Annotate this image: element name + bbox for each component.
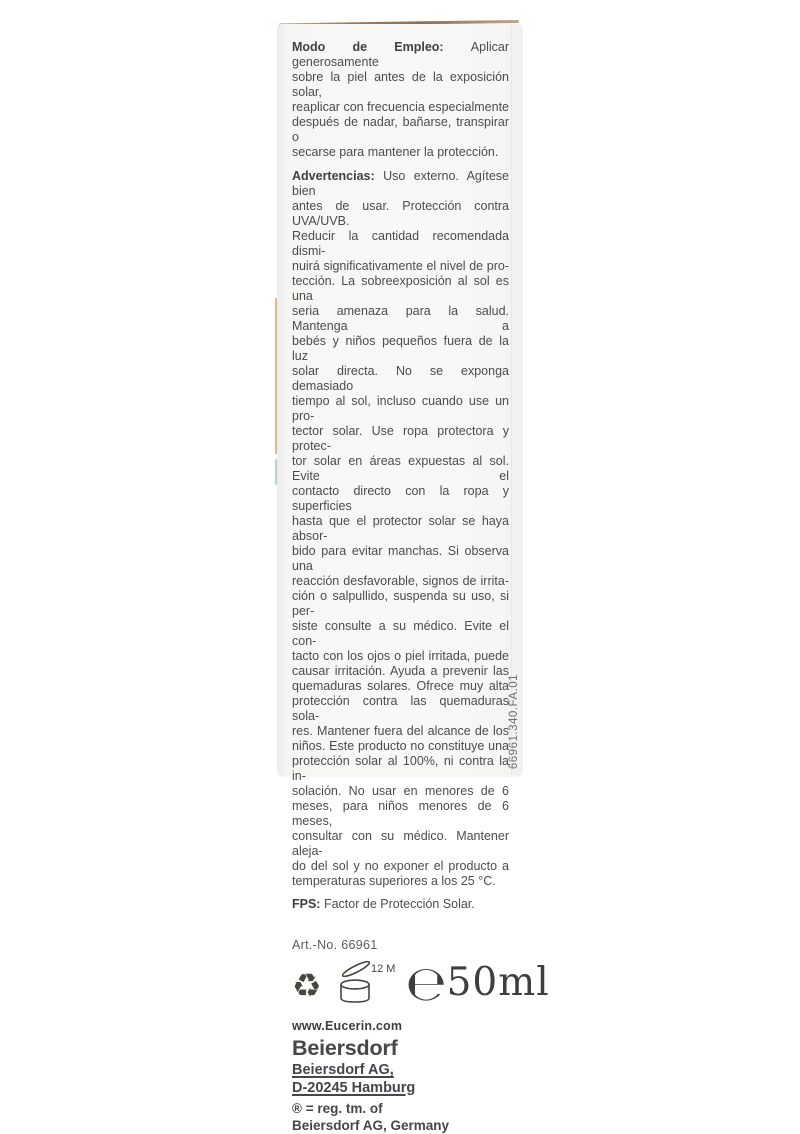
- box-fold-line: [511, 26, 512, 775]
- fps-label: FPS:: [292, 897, 320, 911]
- product-box-back-panel: [277, 24, 523, 777]
- recycle-icon: ♻: [292, 968, 322, 1004]
- estimated-sign: ℮: [406, 964, 447, 1004]
- fps-note: [292, 897, 509, 912]
- warnings-paragraph: Advertencias: Uso externo. Agítese bien antes de usar. Protección contra UVA/UVB. Reducir la cantidad recomendada dismi- nuirá significativamente el nivel de pro- tección. La sobreexposición al sol es una seria amenaza para la salud. Mantenga a bebés y niños pequeños fuera de la luz solar directa. No se exponga demasiado tiempo al sol, incluso cuando use un pro- tector solar. Use ropa protectora y protec- tor solar en áreas expuestas al sol. Evite el contacto directo con la ropa y superficies hasta que el protector solar se haya absor- bido para evitar manchas. Si observa una reacción desfavorable, signos de irrita- ción o salpullido, suspenda su uso, si per- siste consulte a su médico. Evite el con- tacto con los ojos o piel irritada, puede causar irritación. Ayuda a prevenir las quemaduras solares. Ofrece muy alta protección contra las quemaduras sola- res. Mantener fuera del alcance de los niños. Este producto no constituye una protección solar al 100%, ni contra la in- solación. No usar en menores de 6 meses, para niños menores de 6 meses, consultar con su médico. Mantener aleja- do del sol y no exponer el producto a temperaturas superiores a los 25 °C.: [292, 169, 509, 889]
- jar-period-icon: [334, 958, 396, 1006]
- jar-period-label: 12 M: [371, 963, 395, 975]
- trademark-note: [292, 1101, 509, 1134]
- brand-logo: Beiersdorf: [292, 1036, 509, 1060]
- panel-content: [292, 40, 509, 1134]
- volume-label: 50ml: [447, 962, 550, 1004]
- address-line-2: D-20245 Hamburg: [292, 1080, 509, 1098]
- address-line-1: Beiersdorf AG,: [292, 1062, 509, 1080]
- fps-text: Factor de Protección Solar.: [324, 897, 475, 911]
- directions-paragraph: Modo de Empleo: Aplicar generosamente sobre la piel antes de la exposición solar, reaplicar con frecuencia especialmente después de nadar, bañarse, transpirar o secarse para mantener la protección.: [292, 40, 509, 160]
- trademark-line-2: Beiersdorf AG, Germany: [292, 1118, 509, 1134]
- address-block: [292, 1062, 509, 1097]
- icons-row: [292, 956, 509, 1004]
- trademark-line-1: ® = reg. tm. of: [292, 1101, 509, 1118]
- vertical-product-code: 66961.340.FA.01: [508, 674, 520, 769]
- website-url: www.Eucerin.com: [292, 1019, 509, 1034]
- article-number: Art.-No. 66961: [292, 938, 509, 953]
